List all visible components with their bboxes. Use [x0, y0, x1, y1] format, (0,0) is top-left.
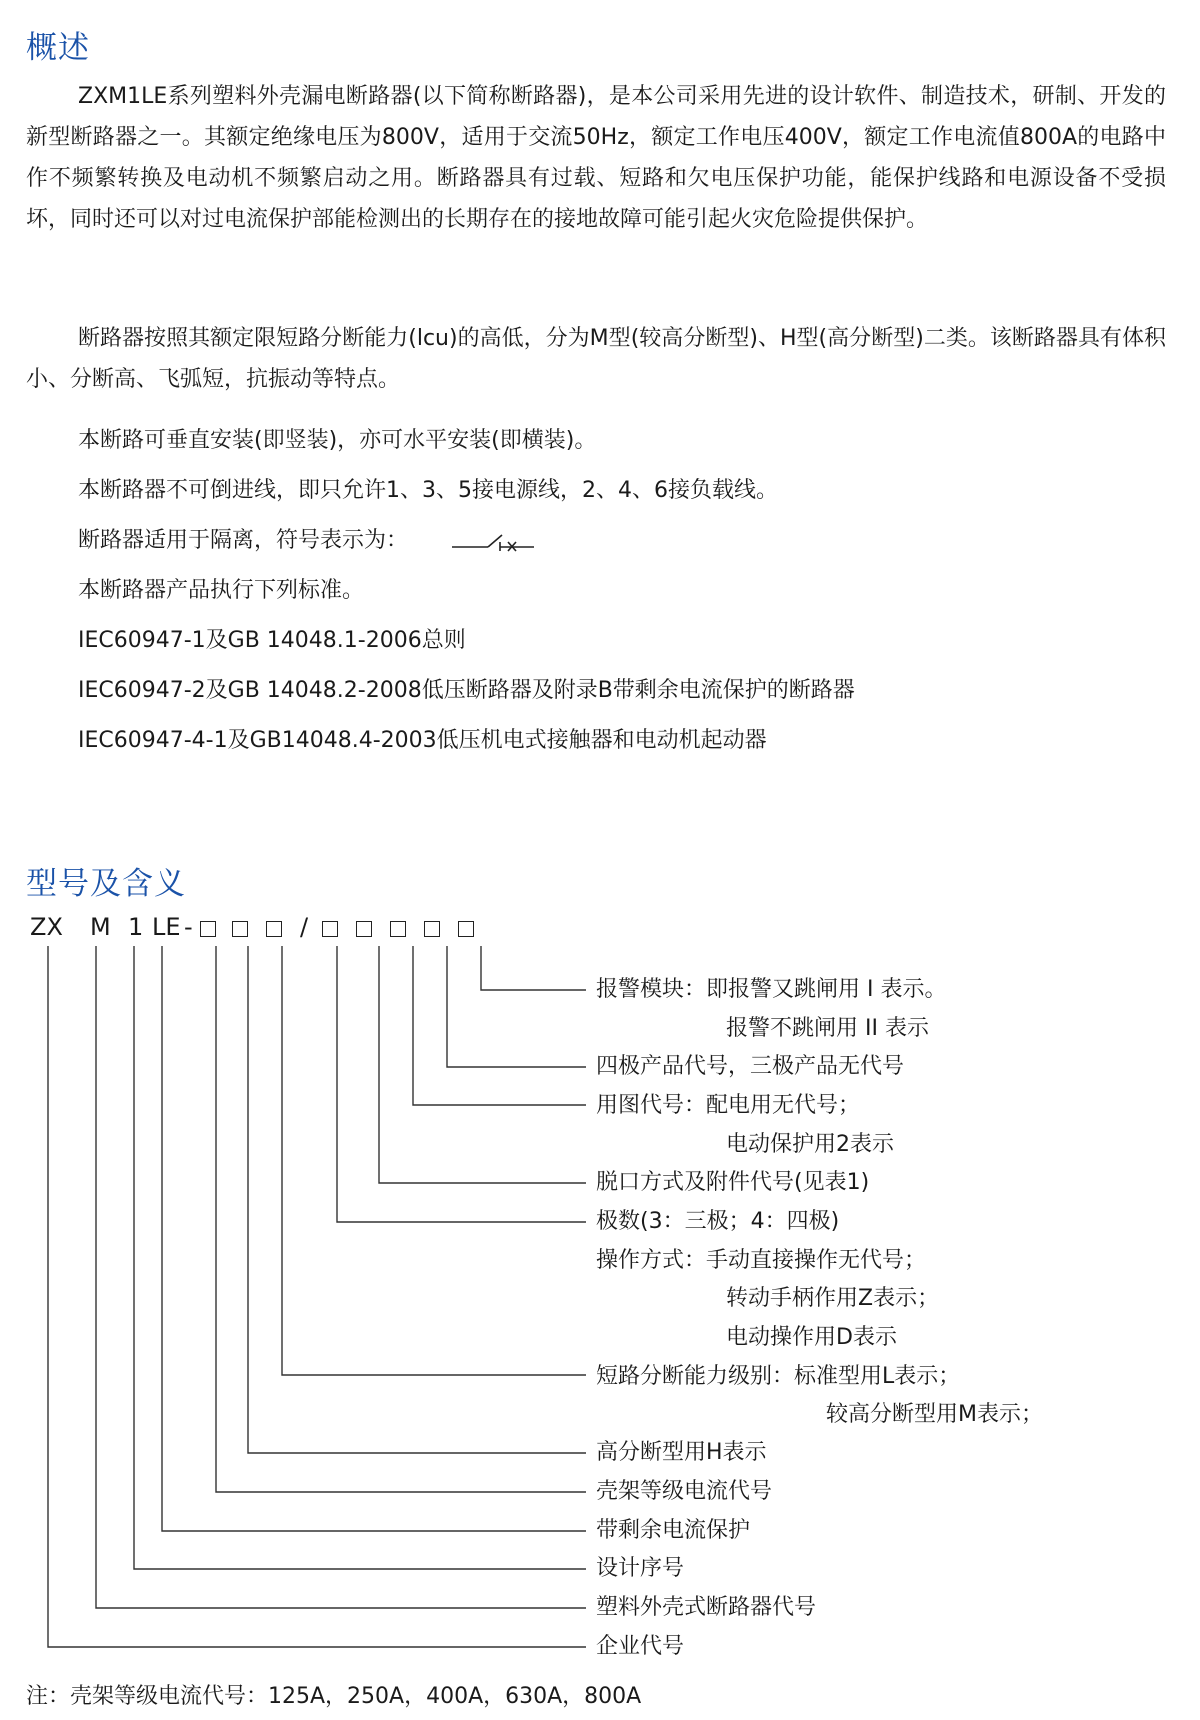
label-poles: 极数(3：三极；4：四极)	[596, 1209, 840, 1234]
frame-current-note: 注：壳架等级电流代号：125A，250A，400A，630A，800A	[26, 1684, 642, 1709]
code-box	[424, 921, 440, 937]
label-motor-protection: 电动保护用2表示	[726, 1132, 894, 1157]
label-operation: 操作方式：手动直接操作无代号；	[596, 1248, 927, 1273]
code-part-le: LE	[152, 913, 181, 941]
label-four-pole: 四极产品代号，三极产品无代号	[596, 1054, 905, 1079]
code-part-1: 1	[128, 913, 144, 941]
code-box	[458, 921, 474, 937]
code-box	[266, 921, 282, 937]
label-design-sequence: 设计序号	[596, 1556, 685, 1581]
label-alarm-module: 报警模块：即报警又跳闸用 I 表示。	[596, 977, 947, 1002]
label-mccb-code: 塑料外壳式断路器代号	[596, 1595, 817, 1620]
isolation-switch-symbol-icon	[452, 531, 536, 553]
standard-item: IEC60947-2及GB 14048.2-2008低压断路器及附录B带剩余电流保护的断路器	[78, 678, 855, 703]
code-box	[232, 921, 248, 937]
overview-paragraph-5: 断路器适用于隔离，符号表示为：	[78, 528, 409, 553]
label-breaking-level: 短路分断能力级别：标准型用L表示；	[596, 1364, 961, 1389]
label-motor-operation: 电动操作用D表示	[726, 1325, 897, 1350]
standard-item: IEC60947-1及GB 14048.1-2006总则	[78, 628, 466, 653]
code-part-zx: ZX	[30, 913, 63, 941]
code-part-dash: -	[184, 913, 193, 941]
label-usage-code: 用图代号：配电用无代号；	[596, 1093, 861, 1118]
overview-paragraph-4: 本断路器不可倒进线，即只允许1、3、5接电源线，2、4、6接负载线。	[78, 478, 778, 503]
code-part-slash: /	[300, 913, 309, 941]
code-box	[322, 921, 338, 937]
label-trip-type: 脱口方式及附件代号(见表1)	[596, 1170, 870, 1195]
overview-paragraph-2: 断路器按照其额定限短路分断能力(lcu)的高低，分为M型(较高分断型)、H型(高分断型)二类。该断路器具有体积小、分断高、飞弧短，抗振动等特点。	[26, 326, 1166, 392]
overview-paragraph-6: 本断路器产品执行下列标准。	[78, 578, 365, 603]
overview-heading: 概述	[26, 30, 90, 66]
standard-item: IEC60947-4-1及GB14048.4-2003低压机电式接触器和电动机起动器	[78, 728, 767, 753]
label-company-code: 企业代号	[596, 1634, 685, 1659]
label-residual-current: 带剩余电流保护	[596, 1518, 751, 1543]
label-high-breaking: 高分断型用H表示	[596, 1440, 767, 1465]
label-frame-current: 壳架等级电流代号	[596, 1479, 773, 1504]
overview-paragraph-1: ZXM1LE系列塑料外壳漏电断路器(以下简称断路器)，是本公司采用先进的设计软件、制造技术，研制、开发的新型断路器之一。其额定绝缘电压为800V，适用于交流50Hz，额定工作电压400V，额定工作电流值800A的电路中作不频繁转换及电动机不频繁启动之用。断路器具有过载、短路和欠电压保护功能，能保护线路和电源设备不受损坏，同时还可以对过电流保护部能检测出的长期存在的接地故障可能引起火灾危险提供保护。	[26, 84, 1166, 232]
code-box	[356, 921, 372, 937]
code-box	[200, 921, 216, 937]
model-heading: 型号及含义	[26, 866, 186, 902]
label-rotary-handle: 转动手柄作用Z表示；	[726, 1286, 940, 1311]
code-part-m: M	[90, 913, 111, 941]
code-box	[390, 921, 406, 937]
label-alarm-no-trip: 报警不跳闸用 II 表示	[726, 1016, 929, 1041]
overview-paragraph-3: 本断路可垂直安装(即竖装)，亦可水平安装(即横装)。	[78, 428, 597, 453]
label-higher-breaking: 较高分断型用M表示；	[826, 1402, 1043, 1427]
